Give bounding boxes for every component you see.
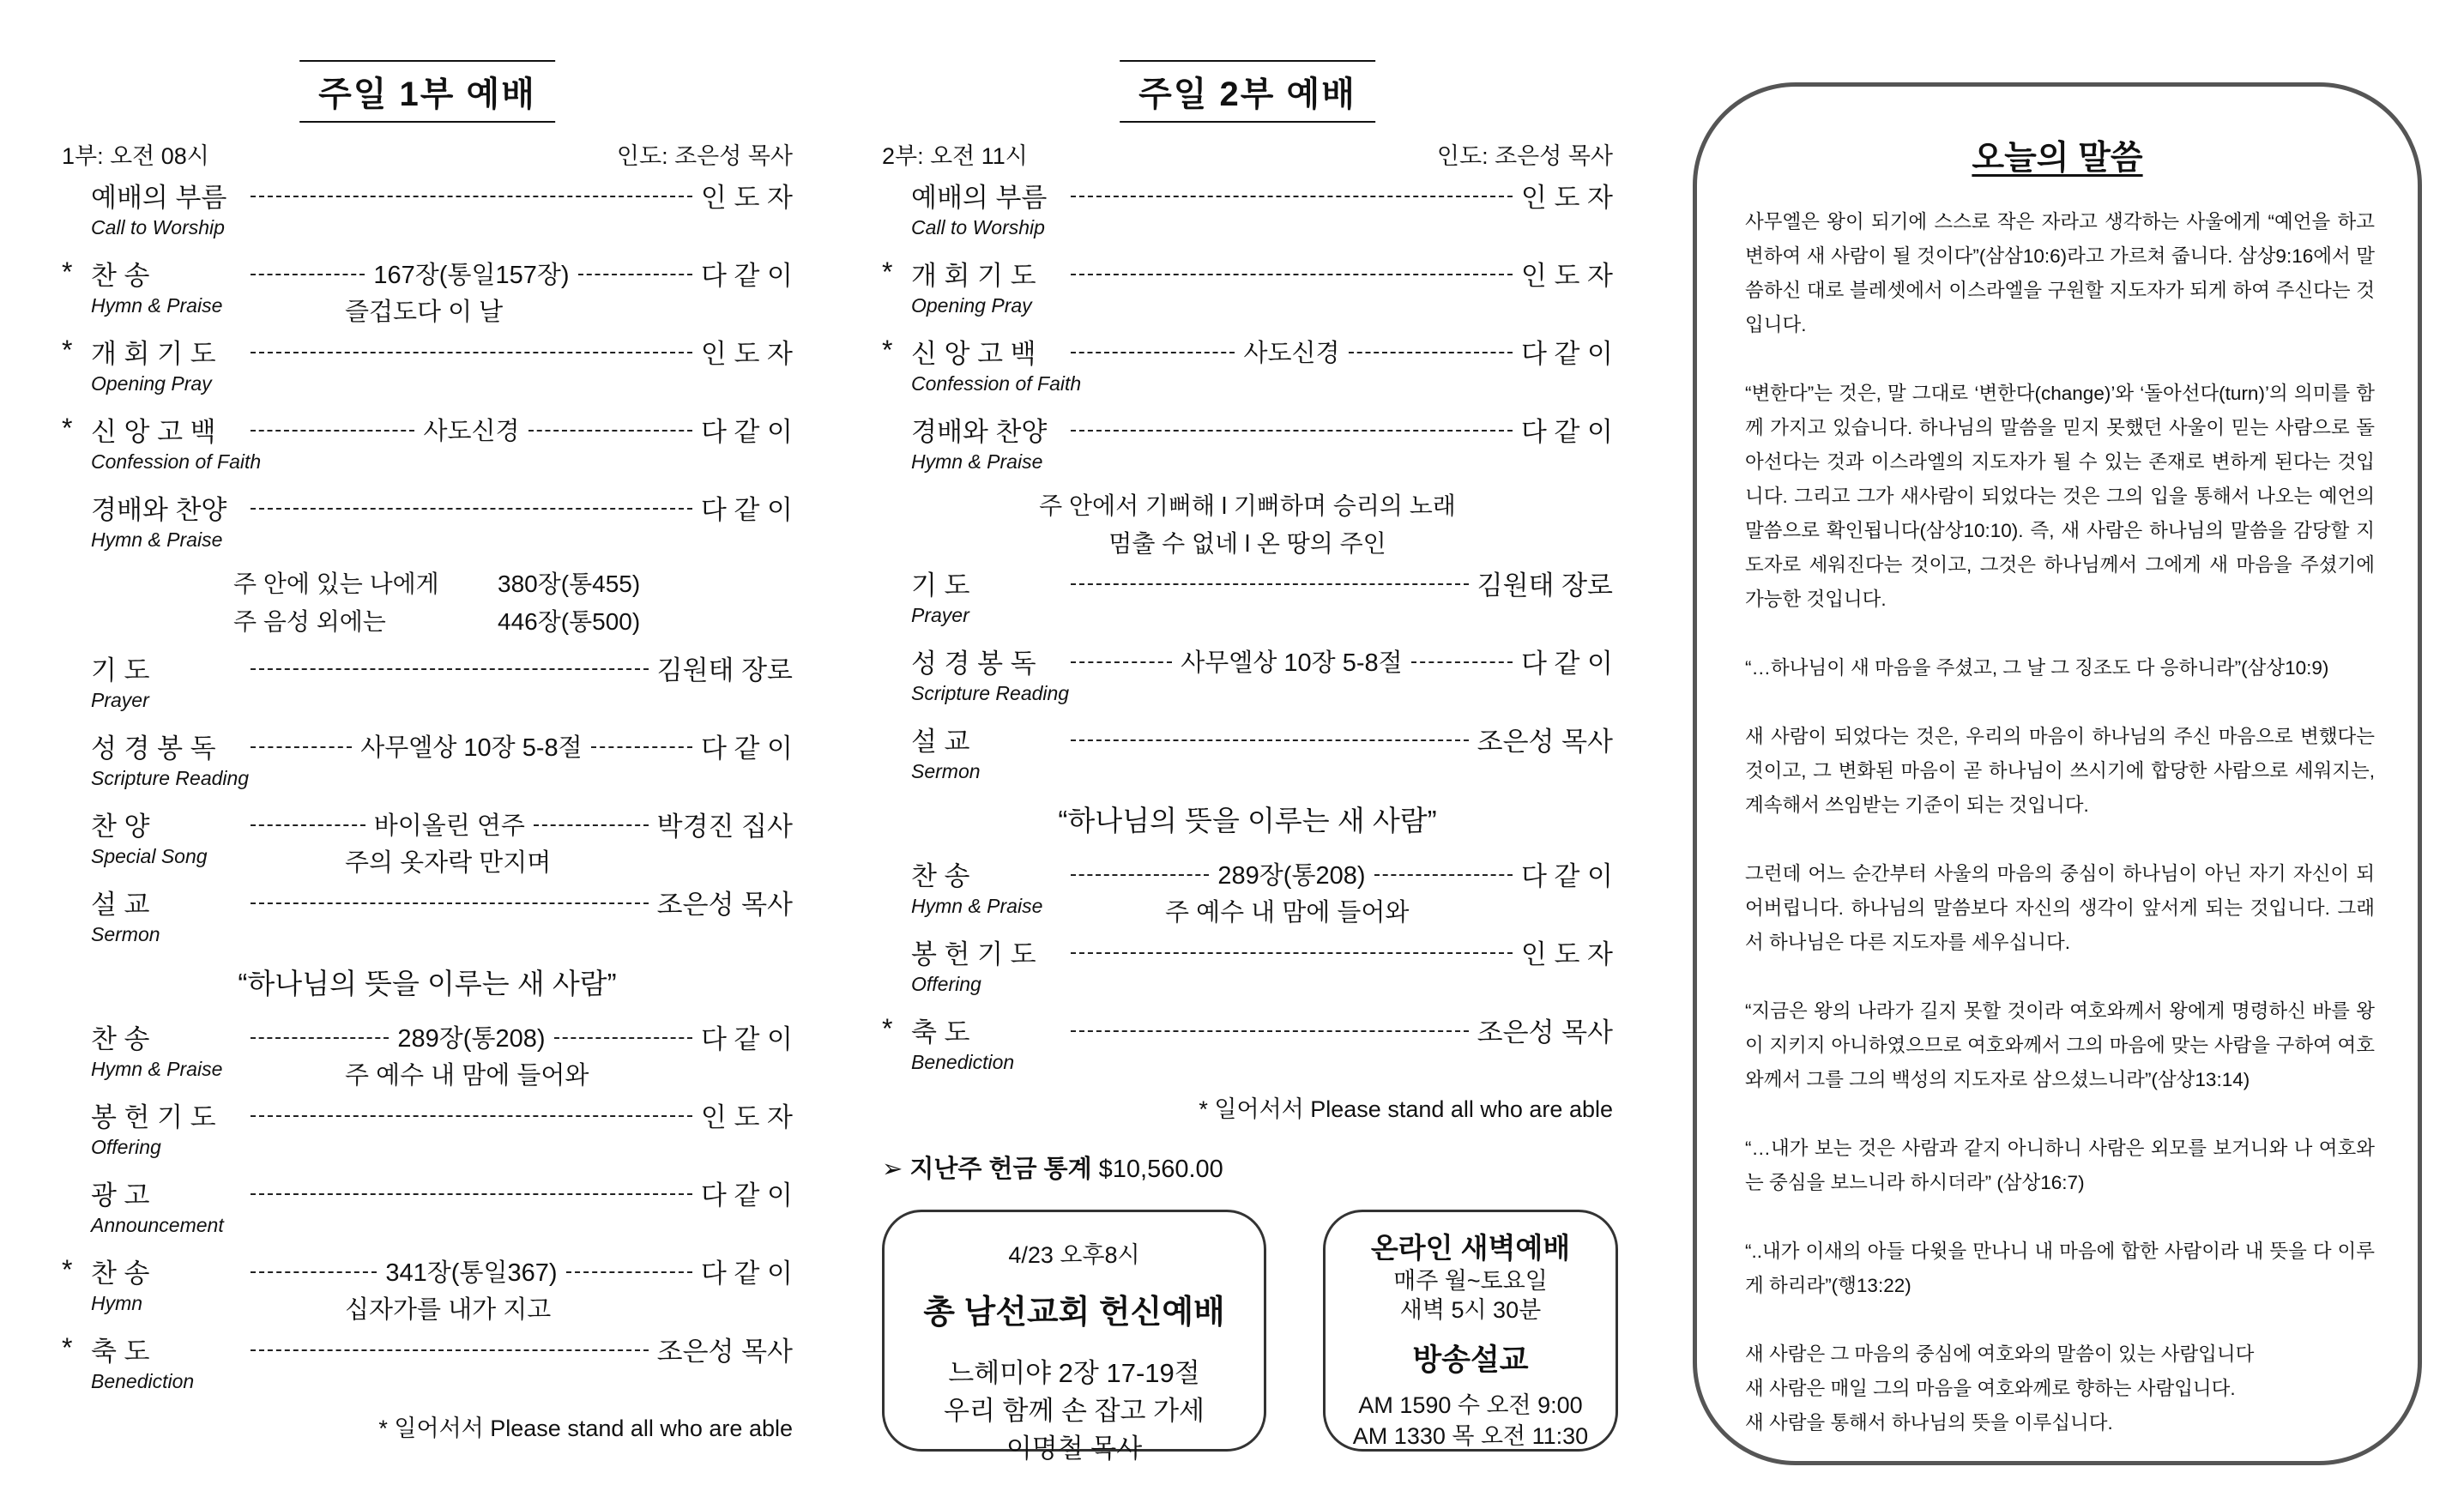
leader-dashes xyxy=(251,1193,692,1195)
order-item xyxy=(62,1017,793,1095)
leader-dashes xyxy=(1071,352,1235,353)
item-detail: 사무엘상 10장 5-8절 xyxy=(1181,649,1403,677)
service1-order xyxy=(62,175,793,1450)
item-english: Special Song xyxy=(91,845,208,867)
stand-marker: * xyxy=(62,1254,73,1285)
item-leader: 다 같 이 xyxy=(1520,416,1613,447)
item-english: Hymn & Praise xyxy=(91,294,223,317)
service1-time: 1부: 오전 08시 xyxy=(62,143,209,169)
item-detail: 289장(통208) xyxy=(1217,861,1366,890)
order-item xyxy=(62,175,793,253)
item-detail: 341장(통일367) xyxy=(385,1259,558,1287)
item-english: Offering xyxy=(911,973,981,995)
item-note: 주 예수 내 맘에 들어와 xyxy=(345,1062,589,1090)
item-label: 설 교 xyxy=(911,726,970,757)
item-label: 개 회 기 도 xyxy=(911,260,1036,291)
item-label: 광 고 xyxy=(91,1180,150,1210)
item-leader: 조은성 목사 xyxy=(656,1336,793,1367)
leader-dashes xyxy=(251,1349,649,1351)
item-note: 십자가를 내가 지고 xyxy=(345,1296,552,1324)
item-leader: 박경진 집사 xyxy=(656,811,793,842)
order-item xyxy=(882,1010,1613,1088)
item-english: Announcement xyxy=(91,1214,224,1236)
leader-dashes xyxy=(1071,430,1513,432)
order-item xyxy=(62,726,793,804)
order-item xyxy=(882,175,1613,253)
item-label: 봉 헌 기 도 xyxy=(91,1102,216,1132)
item-detail: 사도신경 xyxy=(1243,339,1340,367)
online-time: 새벽 5시 30분 xyxy=(1399,1297,1542,1323)
stand-marker: * xyxy=(882,1013,893,1044)
stand-note: * 일어서서 Please stand all who are able xyxy=(1199,1096,1613,1122)
leader-dashes xyxy=(1071,952,1513,954)
order-item xyxy=(882,641,1613,719)
item-leader: 김원태 장로 xyxy=(656,655,793,685)
item-leader: 조은성 목사 xyxy=(1477,1017,1613,1047)
leader-dashes xyxy=(1349,352,1513,353)
stand-note: * 일어서서 Please stand all who are able xyxy=(378,1416,793,1441)
leader-dashes xyxy=(251,352,692,353)
item-label: 예배의 부름 xyxy=(911,182,1048,213)
item-label: 축 도 xyxy=(91,1336,150,1367)
leader-dashes xyxy=(251,1037,389,1039)
item-label: 기 도 xyxy=(911,570,970,601)
item-leader: 김원태 장로 xyxy=(1477,570,1613,601)
leader-dashes xyxy=(251,274,365,275)
service2-leader: 인도: 조은성 목사 xyxy=(1436,143,1613,169)
item-leader: 조은성 목사 xyxy=(656,889,793,920)
broadcast-title: 방송설교 xyxy=(1412,1343,1529,1377)
item-leader: 인 도 자 xyxy=(700,182,793,213)
leader-dashes xyxy=(1071,661,1172,663)
praise-line: 주 안에서 기뻐해 l 기뻐하며 승리의 노래 xyxy=(1039,492,1456,519)
item-note: 주 예수 내 맘에 들어와 xyxy=(1165,899,1410,927)
praise-song-number: 446장(통500) xyxy=(498,608,641,635)
item-english: Hymn xyxy=(91,1292,143,1314)
item-label: 성 경 봉 독 xyxy=(911,648,1036,679)
service2-title: 주일 2부 예배 xyxy=(1120,60,1375,123)
arrow-icon: ➢ xyxy=(882,1156,903,1183)
order-item xyxy=(62,882,793,960)
leader-dashes xyxy=(251,824,365,826)
sermon-title: “하나님의 뜻을 이루는 새 사람” xyxy=(238,968,617,999)
item-detail: 289장(통208) xyxy=(397,1024,546,1053)
leader-dashes xyxy=(1071,1030,1469,1032)
leader-dashes xyxy=(591,746,692,748)
item-leader: 다 같 이 xyxy=(700,416,794,447)
leader-dashes xyxy=(566,1271,692,1273)
praise-song-title: 주 안에 있는 나에게 xyxy=(233,570,439,597)
stand-marker: * xyxy=(62,335,73,365)
item-detail: 바이올린 연주 xyxy=(373,812,525,840)
item-english: Sermon xyxy=(91,923,160,945)
leader-dashes xyxy=(534,824,649,826)
service1-title: 주일 1부 예배 xyxy=(299,60,555,123)
item-english: Opening Pray xyxy=(911,294,1032,317)
todays-word-text xyxy=(1745,205,2375,1475)
praise-song xyxy=(62,565,793,603)
order-item xyxy=(882,253,1613,331)
leader-dashes xyxy=(554,1037,692,1039)
item-leader: 다 같 이 xyxy=(700,733,794,764)
service1-meta xyxy=(62,137,793,169)
order-item xyxy=(62,648,793,726)
item-english: Offering xyxy=(91,1136,161,1158)
item-leader: 다 같 이 xyxy=(1520,860,1614,891)
praise-song xyxy=(62,603,793,648)
order-item xyxy=(62,331,793,409)
item-label: 찬 송 xyxy=(91,1023,150,1054)
item-leader: 인 도 자 xyxy=(1520,939,1613,969)
item-label: 신 앙 고 백 xyxy=(91,416,216,447)
stand-marker: * xyxy=(62,413,73,444)
item-leader: 다 같 이 xyxy=(700,1023,794,1054)
item-note: 주의 옷자락 만지며 xyxy=(345,849,552,877)
offering-stat xyxy=(882,1150,1223,1185)
order-item xyxy=(882,854,1613,932)
item-english: Benediction xyxy=(911,1051,1015,1073)
leader-dashes xyxy=(251,1271,377,1273)
item-leader: 다 같 이 xyxy=(1520,338,1614,369)
word-paragraph: “…하나님이 새 마음을 주셨고, 그 날 그 징조도 다 응하니라”(삼상10:9) xyxy=(1745,657,2329,679)
item-leader: 인 도 자 xyxy=(1520,260,1613,291)
leader-dashes xyxy=(251,508,692,510)
item-english: Opening Pray xyxy=(91,372,212,395)
event-speaker: 이명철 목사 xyxy=(1006,1434,1143,1464)
order-item xyxy=(62,409,793,487)
item-label: 기 도 xyxy=(91,655,150,685)
stand-marker: * xyxy=(882,335,893,365)
item-label: 봉 헌 기 도 xyxy=(911,939,1036,969)
leader-dashes xyxy=(1411,661,1513,663)
leader-dashes xyxy=(251,668,649,670)
leader-dashes xyxy=(1374,874,1513,876)
broadcast-2: AM 1330 목 오전 11:30 xyxy=(1352,1423,1589,1449)
item-english: Confession of Faith xyxy=(911,372,1082,395)
item-detail: 사도신경 xyxy=(423,417,520,445)
stand-marker: * xyxy=(62,257,73,287)
word-paragraph: “…내가 보는 것은 사람과 같지 아니하니 사람은 외모를 보거니와 나 여호와는 중심을 보느니라 하시더라” (삼상16:7) xyxy=(1745,1138,2375,1193)
leader-dashes xyxy=(251,1115,692,1117)
word-paragraph: 새 사람이 되었다는 것은, 우리의 마음이 하나님의 주신 마음으로 변했다는 것이고, 그 변화된 마음이 곧 하나님이 쓰시기에 합당한 사람으로 세워지는, 계속해서 쓰임받는 기준이 되는 것입니다. xyxy=(1745,726,2375,816)
stand-marker: * xyxy=(62,1332,73,1363)
item-english: Call to Worship xyxy=(911,216,1045,238)
item-label: 성 경 봉 독 xyxy=(91,733,216,764)
item-english: Sermon xyxy=(911,760,981,782)
order-item xyxy=(62,804,793,882)
event-title: 총 남선교회 헌신예배 xyxy=(923,1295,1225,1331)
service2-meta xyxy=(882,137,1613,169)
event-datetime: 4/23 오후8시 xyxy=(1008,1242,1140,1268)
service2-order xyxy=(882,175,1613,1131)
item-english: Call to Worship xyxy=(91,216,225,238)
leader-dashes xyxy=(528,430,692,432)
item-leader: 다 같 이 xyxy=(1520,648,1614,679)
event-sermon: 우리 함께 손 잡고 가세 xyxy=(944,1396,1205,1426)
item-label: 예배의 부름 xyxy=(91,182,227,213)
order-item xyxy=(882,409,1613,487)
item-detail: 167장(통일157장) xyxy=(373,261,570,289)
event-scripture: 느헤미야 2장 17-19절 xyxy=(948,1358,1200,1388)
order-item xyxy=(882,719,1613,797)
item-label: 찬 송 xyxy=(91,260,150,291)
item-leader: 조은성 목사 xyxy=(1477,726,1613,757)
leader-dashes xyxy=(251,430,414,432)
item-label: 축 도 xyxy=(911,1017,970,1047)
item-label: 개 회 기 도 xyxy=(91,338,216,369)
leader-dashes xyxy=(1071,196,1513,197)
praise-song-title: 주 음성 외에는 xyxy=(233,608,386,635)
item-leader: 다 같 이 xyxy=(700,260,794,291)
sermon-title: “하나님의 뜻을 이루는 새 사람” xyxy=(1058,805,1437,836)
order-item xyxy=(62,1173,793,1251)
leader-dashes xyxy=(1071,874,1209,876)
offering-stat-label: 지난주 헌금 통계 xyxy=(909,1156,1092,1183)
word-paragraph: 새 사람은 그 마음의 중심에 여호와의 말씀이 있는 사람입니다 새 사람은 매일 그의 마음을 여호와께로 향하는 사람입니다. 새 사람을 통해서 하나님의 뜻을 이루십니다. xyxy=(1745,1343,2255,1434)
event-box xyxy=(882,1210,1266,1464)
item-english: Benediction xyxy=(91,1370,195,1392)
item-english: Prayer xyxy=(91,689,149,711)
item-leader: 인 도 자 xyxy=(700,1102,793,1132)
item-label: 경배와 찬양 xyxy=(911,416,1048,447)
item-english: Hymn & Praise xyxy=(911,895,1043,917)
item-leader: 인 도 자 xyxy=(1520,182,1613,213)
offering-stat-amount: $10,560.00 xyxy=(1098,1156,1223,1183)
service2-time: 2부: 오전 11시 xyxy=(882,143,1028,169)
order-item xyxy=(62,1251,793,1329)
item-english: Confession of Faith xyxy=(91,450,262,473)
item-english: Scripture Reading xyxy=(91,767,250,789)
broadcast-1: AM 1590 수 오전 9:00 xyxy=(1358,1392,1583,1418)
leader-dashes xyxy=(1071,274,1513,275)
item-leader: 다 같 이 xyxy=(700,1258,793,1289)
leader-dashes xyxy=(251,902,649,904)
word-paragraph: “지금은 왕의 나라가 길지 못할 것이라 여호와께서 왕에게 명령하신 바를 왕이 지키지 아니하였으므로 여호와께서 그의 마음에 맞는 사람을 구하여 여호와께서 그를 그의 백성의 지도자로 삼으셨느니라”(삼상13:14) xyxy=(1745,1000,2375,1090)
word-paragraph: 사무엘은 왕이 되기에 스스로 작은 자라고 생각하는 사울에게 “예언을 하고 변하여 새 사람이 될 것이다”(삼삼10:6)라고 가르쳐 줍니다. 삼상9:16에서 말씀하신 대로 블레셋에서 이스라엘을 구원할 지도자가 되게 하여 주신다는 것입니다. xyxy=(1745,211,2375,335)
item-note: 즐겁도다 이 날 xyxy=(345,299,504,326)
stand-marker: * xyxy=(882,257,893,287)
online-title: 온라인 새벽예배 xyxy=(1370,1232,1571,1264)
leader-dashes xyxy=(578,274,692,275)
word-paragraph: “..내가 이새의 아들 다윗을 만나니 내 마음에 합한 사람이라 내 뜻을 다 이루게 하리라”(행13:22) xyxy=(1745,1240,2375,1296)
todays-word-title: 오늘의 말씀 xyxy=(1972,140,2143,177)
item-label: 설 교 xyxy=(91,889,150,920)
item-leader: 다 같 이 xyxy=(700,494,793,525)
word-paragraph: “변한다”는 것은, 말 그대로 ‘변한다(change)’와 ‘돌아선다(turn)’의 의미를 함께 가지고 있습니다. 하나님의 말씀을 믿지 못했던 사울이 믿는 사람으로 돌아선다는 것과 이스라엘의 지도자가 될 수 있는 존재로 변하게 된다는 것입니다. 그리고 그가 새사람이 되었다는 것은 그의 입을 통해서 나오는 예언의 말씀으로 확인됩니다(삼상10:10). 즉, 새 사람은 하나님의 말씀을 감당할 지도자로 세워진다는 것이고, 그것은 하나님께서 그에게 새 마음을 주셨기에 가능한 것입니다. xyxy=(1745,383,2375,610)
leader-dashes xyxy=(1071,739,1469,741)
praise-line: 멈출 수 없네 l 온 땅의 주인 xyxy=(1108,530,1386,557)
order-item xyxy=(62,253,793,331)
todays-word-panel xyxy=(1693,82,2422,1465)
item-english: Scripture Reading xyxy=(911,682,1070,704)
order-item xyxy=(882,563,1613,641)
item-label: 찬 양 xyxy=(91,811,150,842)
item-label: 신 앙 고 백 xyxy=(911,338,1036,369)
item-label: 찬 송 xyxy=(911,860,970,891)
leader-dashes xyxy=(251,196,692,197)
order-item xyxy=(62,487,793,565)
order-item xyxy=(882,932,1613,1010)
order-item xyxy=(62,1329,793,1407)
leader-dashes xyxy=(1071,583,1469,585)
word-paragraph: 그런데 어느 순간부터 사울의 마음의 중심이 하나님이 아닌 자기 자신이 되어버립니다. 하나님의 말씀보다 자신의 생각이 앞서게 되는 것입니다. 그래서 하나님은 다른 지도자를 세우십니다. xyxy=(1745,863,2375,953)
item-english: Hymn & Praise xyxy=(91,1058,223,1080)
order-item xyxy=(62,1095,793,1173)
item-english: Hymn & Praise xyxy=(91,528,223,551)
item-label: 경배와 찬양 xyxy=(91,494,227,525)
item-leader: 인 도 자 xyxy=(700,338,793,369)
item-label: 찬 송 xyxy=(91,1258,150,1289)
item-detail: 사무엘상 10장 5-8절 xyxy=(360,733,583,762)
online-box xyxy=(1323,1210,1618,1452)
praise-song-number: 380장(통455) xyxy=(498,570,641,597)
item-leader: 다 같 이 xyxy=(700,1180,793,1210)
leader-dashes xyxy=(251,746,352,748)
order-item xyxy=(882,331,1613,409)
item-english: Hymn & Praise xyxy=(911,450,1043,473)
item-english: Prayer xyxy=(911,604,969,626)
online-schedule: 매주 월~토요일 xyxy=(1393,1268,1548,1294)
service1-leader: 인도: 조은성 목사 xyxy=(616,143,793,169)
